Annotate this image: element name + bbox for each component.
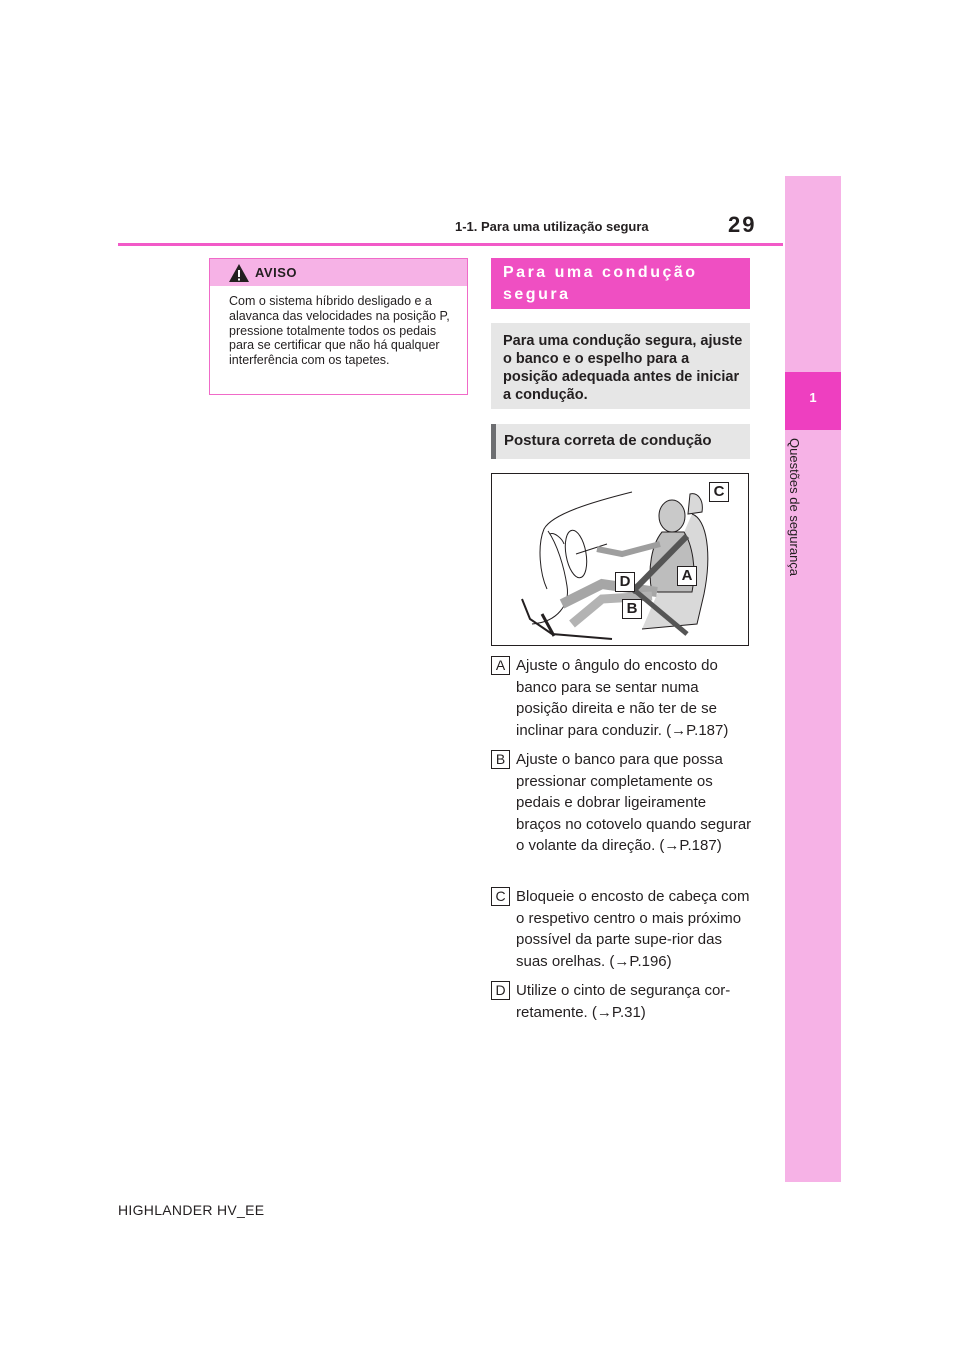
warning-title: AVISO xyxy=(255,265,297,280)
item-label: C xyxy=(491,887,510,906)
chapter-side-tab[interactable] xyxy=(785,176,841,1182)
figure-callout-d: D xyxy=(615,572,635,592)
item-label: B xyxy=(491,750,510,769)
item-text: Utilize o cinto de segurança cor-retamente. (→P.31) xyxy=(516,982,731,1021)
figure-callout-a: A xyxy=(677,566,697,586)
warning-text: Com o sistema híbrido desligado e a alavanca das velocidades na posição P, pressione totalmente todos os pedais para se certificar que não há qualquer interferência com os tapetes. xyxy=(229,294,450,368)
figure-callout-b: B xyxy=(622,599,642,619)
warning-icon xyxy=(228,263,250,283)
section-title: 1-1. Para uma utilização segura xyxy=(455,219,649,234)
sub-heading xyxy=(491,424,750,459)
item-text: Bloqueie o encosto de cabeça com o respetivo centro o mais próximo possível da parte supe-rior das suas orelhas. (→P.196) xyxy=(516,888,750,970)
driving-posture-figure xyxy=(491,473,749,646)
warning-header xyxy=(210,259,467,286)
item-label: A xyxy=(491,656,510,675)
item-text: Ajuste o ângulo do encosto do banco para se sentar numa posição direita e não ter de se inclinar para conduzir. (→P.187) xyxy=(516,657,729,739)
footer-model-code: HIGHLANDER HV_EE xyxy=(118,1202,265,1218)
warning-box xyxy=(209,258,468,395)
chapter-title-text: Questões de segurança xyxy=(787,438,802,577)
item-text: Ajuste o banco para que possa pressionar completamente os pedais e dobrar ligeiramente braços no cotovelo quando segurar o volante da direção. (→P.187) xyxy=(516,751,752,854)
main-heading-text: Para uma condução segura xyxy=(503,264,698,303)
header-rule xyxy=(118,243,783,246)
sub-heading-text: Postura correta de condução xyxy=(504,432,712,449)
item-label: D xyxy=(491,981,510,1000)
chapter-number: 1 xyxy=(809,390,817,405)
figure-callout-c: C xyxy=(709,482,729,502)
page-number: 29 xyxy=(728,212,757,237)
main-heading xyxy=(491,258,750,309)
intro-box xyxy=(491,323,750,409)
intro-text: Para uma condução segura, ajuste o banco e o espelho para a posição adequada antes de iniciar a condução. xyxy=(503,333,743,403)
chapter-title xyxy=(784,438,804,598)
